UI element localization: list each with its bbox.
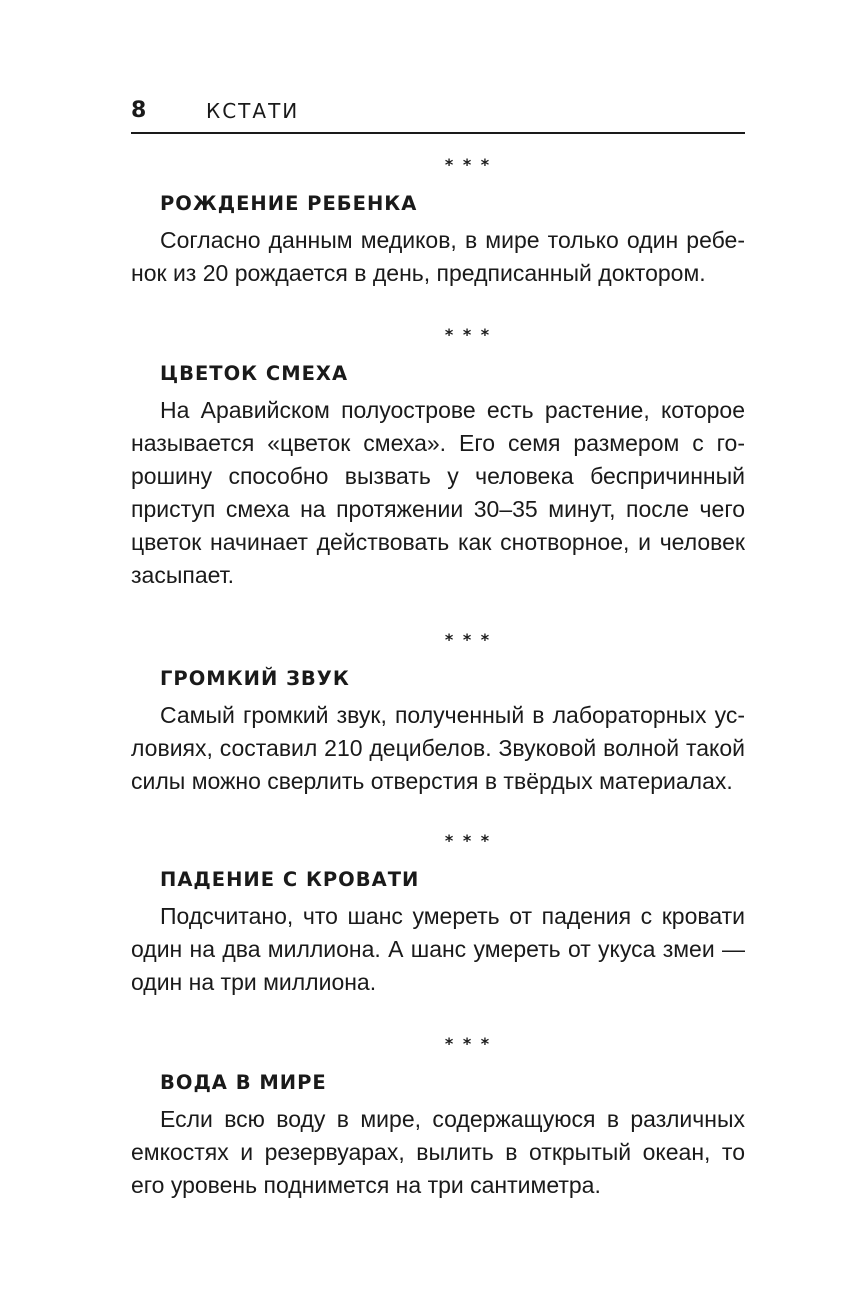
running-head: КСТАТИ bbox=[206, 99, 300, 123]
section-body: Подсчитано, что шанс умереть от падения с кровати один на два миллиона. А шанс умереть от укуса змеи — один на три миллиона. bbox=[131, 903, 745, 995]
page-content bbox=[131, 150, 745, 1202]
section-title: ВОДА В МИРЕ bbox=[160, 1071, 327, 1094]
section-separator: * * * bbox=[444, 831, 492, 850]
section-title: РОЖДЕНИЕ РЕБЕНКА bbox=[160, 192, 418, 215]
section-body: Согласно данным медиков, в мире только один ребенок из 20 рождается в день, предписанный доктором. bbox=[131, 227, 745, 286]
section-body: На Аравийском полуострове есть растение, которое называется «цветок смеха». Его семя размером с горошину способно вызвать у человека беспричинный приступ смеха на протяжении 30–35 минут, после чего цветок начинает действовать как снотворное, и человек засыпает. bbox=[131, 397, 745, 588]
section-separator: * * * bbox=[444, 155, 492, 174]
section-body: Если всю воду в мире, содержащуюся в различных емкостях и резервуарах, вылить в открытый океан, то его уровень поднимется на три сантиметра. bbox=[131, 1106, 745, 1198]
page-header bbox=[131, 96, 745, 134]
article-birth bbox=[131, 150, 745, 290]
section-title: ЦВЕТОК СМЕХА bbox=[160, 362, 349, 385]
section-separator: * * * bbox=[444, 325, 492, 344]
section-separator: * * * bbox=[444, 1034, 492, 1053]
article-loud-sound bbox=[131, 625, 745, 798]
section-title: ГРОМКИЙ ЗВУК bbox=[160, 667, 350, 690]
page-number: 8 bbox=[131, 98, 147, 123]
section-separator: * * * bbox=[444, 630, 492, 649]
section-title: ПАДЕНИЕ С КРОВАТИ bbox=[160, 868, 420, 891]
article-world-water bbox=[131, 1029, 745, 1202]
article-laughter-flower bbox=[131, 320, 745, 592]
article-bed-fall bbox=[131, 826, 745, 999]
section-body: Самый громкий звук, полученный в лабораторных условиях, составил 210 децибелов. Звуковой волной такой силы можно сверлить отверстия в твёрдых материалах. bbox=[131, 702, 745, 794]
